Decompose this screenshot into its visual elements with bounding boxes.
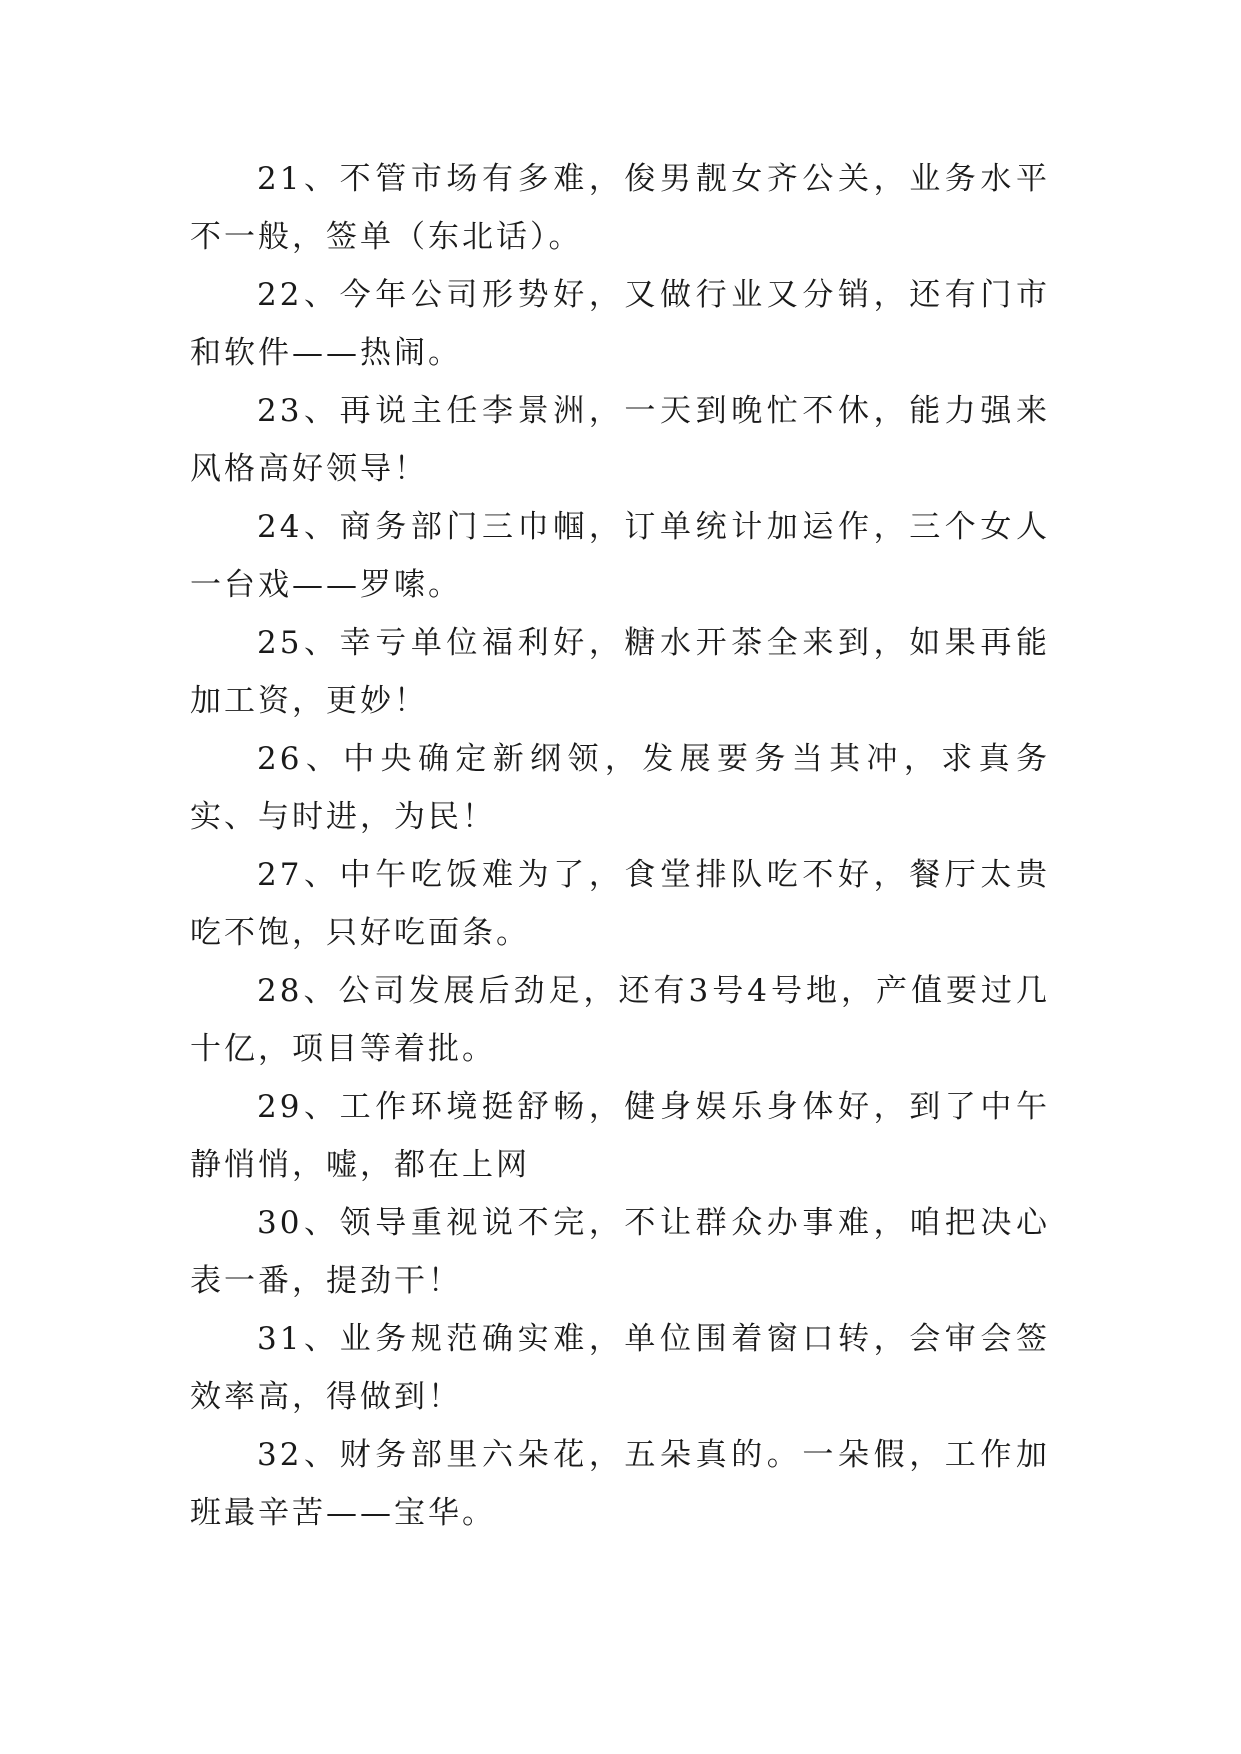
paragraph-22: 22、今年公司形势好，又做行业又分销，还有门市和软件——热闹。: [190, 277, 1050, 371]
paragraph-27: 27、中午吃饭难为了，食堂排队吃不好，餐厅太贵吃不饱，只好吃面条。: [190, 857, 1050, 951]
paragraph-31: 31、业务规范确实难，单位围着窗口转，会审会签效率高，得做到！: [190, 1321, 1050, 1415]
paragraph-32: 32、财务部里六朵花，五朵真的。一朵假，工作加班最辛苦——宝华。: [190, 1437, 1050, 1531]
paragraph-25: 25、幸亏单位福利好，糖水开茶全来到，如果再能加工资，更妙！: [190, 625, 1050, 719]
paragraph-29: 29、工作环境挺舒畅，健身娱乐身体好，到了中午静悄悄，嘘，都在上网: [190, 1089, 1050, 1183]
paragraph-26: 26、中央确定新纲领，发展要务当其冲，求真务实、与时进，为民！: [190, 741, 1050, 835]
document-body: [190, 150, 1050, 1542]
paragraph-24: 24、商务部门三巾帼，订单统计加运作，三个女人一台戏——罗嗦。: [190, 509, 1050, 603]
paragraph-21: 21、不管市场有多难，俊男靓女齐公关，业务水平不一般，签单（东北话）。: [190, 161, 1050, 255]
paragraph-23: 23、再说主任李景洲，一天到晚忙不休，能力强来风格高好领导！: [190, 393, 1050, 487]
paragraph-30: 30、领导重视说不完，不让群众办事难，咱把决心表一番，提劲干！: [190, 1205, 1050, 1299]
paragraph-28: 28、公司发展后劲足，还有3号4号地，产值要过几十亿，项目等着批。: [190, 973, 1050, 1067]
